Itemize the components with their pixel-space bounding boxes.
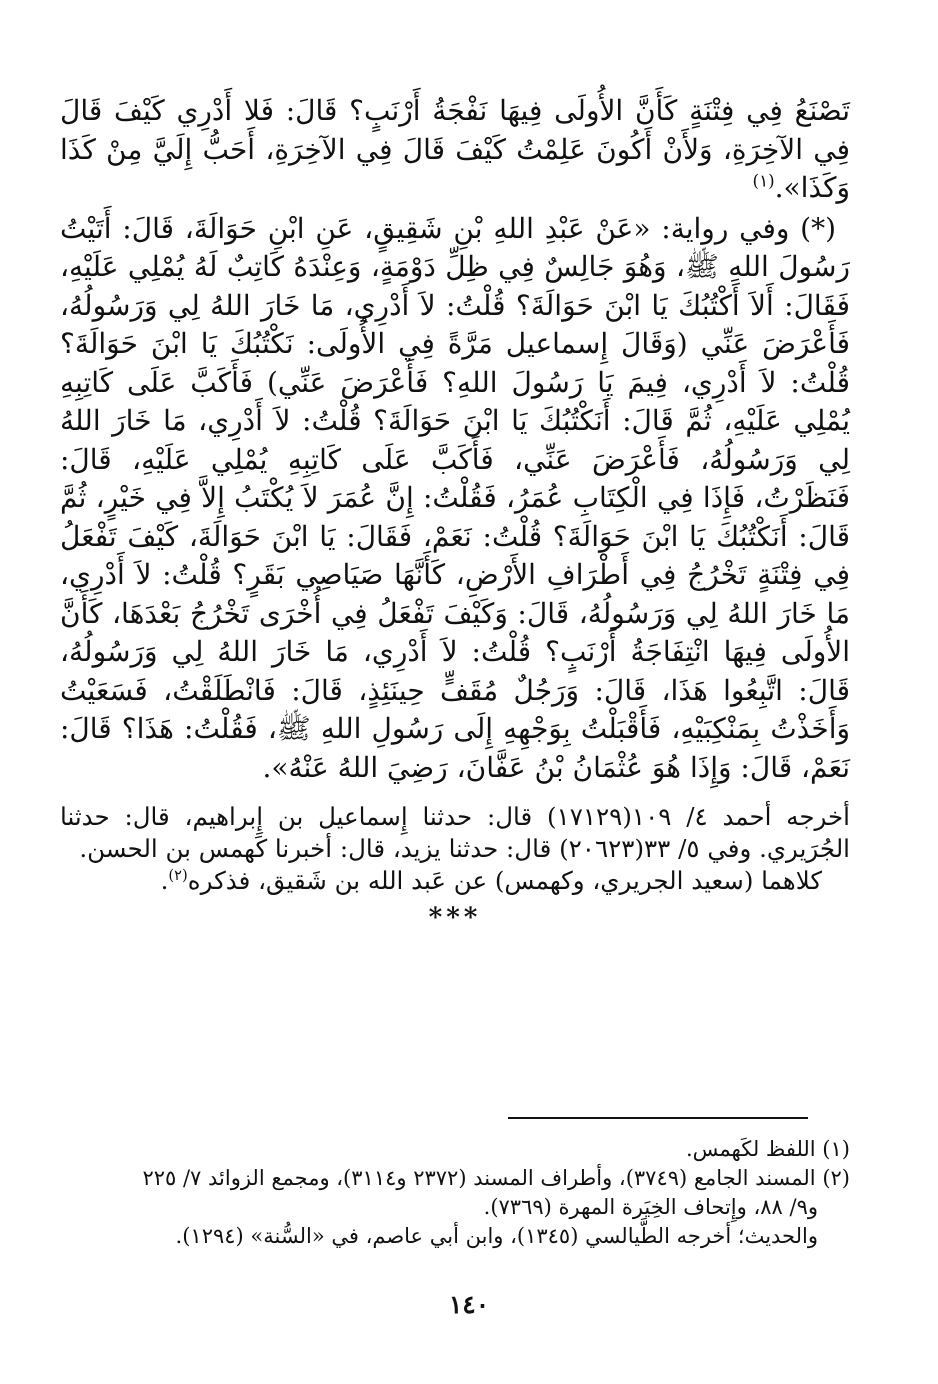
section-separator: *** bbox=[428, 903, 482, 933]
source-line-2-text: كلاهما (سعيد الجريري، وكهمس) عن عَبد الله بن شَقيق، فذكره bbox=[187, 866, 822, 895]
footnote-1: (١) اللفظ لكَهمس. bbox=[685, 1137, 850, 1161]
source-line-2 bbox=[60, 865, 850, 897]
footnotes bbox=[65, 1135, 850, 1251]
continuation-paragraph bbox=[60, 92, 850, 208]
footnote-marker-2: (٢) bbox=[168, 866, 188, 884]
footnote-marker-1: (١) bbox=[752, 170, 775, 191]
narration-paragraph: (*) وفي رواية: «عَنْ عَبْدِ اللهِ بْنِ شَقِيقٍ، عَنِ ابْنِ حَوَالَةَ، قَالَ: أَتَيْتُ رَسُولَ اللهِ ﷺ، وَهُوَ جَالِسٌ فِي ظِلِّ دَوْمَةٍ، وَعِنْدَهُ كَاتِبٌ لَهُ يُمْلِي عَلَيْهِ، فَقَالَ: أَلاَ أَكْتُبُكَ يَا ابْنَ حَوَالَةَ؟ قُلْتُ: لاَ أَدْرِي، مَا خَارَ اللهُ لِي وَرَسُولُهُ، فَأَعْرَضَ عَنِّي (وَقَالَ إِسماعيل مَرَّةً فِي الأُولَى: نَكْتُبُكَ يَا ابْنَ حَوَالَةَ؟ قُلْتُ: لاَ أَدْرِي، فِيمَ يَا رَسُولَ اللهِ؟ فَأَعْرَضَ عَنِّي) فَأَكَبَّ عَلَى كَاتِبِهِ يُمْلِي عَلَيْهِ، ثُمَّ قَالَ: أَنَكْتُبُكَ يَا ابْنَ حَوَالَةَ؟ قُلْتُ: لاَ أَدْرِي، مَا خَارَ اللهُ لِي وَرَسُولُهُ، فَأَعْرَضَ عَنِّي، فَأَكَبَّ عَلَى كَاتِبِهِ يُمْلِي عَلَيْهِ، قَالَ: فَنَظَرْتُ، فَإِذَا فِي الْكِتَابِ عُمَرُ، فَقُلْتُ: إِنَّ عُمَرَ لاَ يُكْتَبُ إِلاَّ فِي خَيْرٍ، ثُمَّ قَالَ: أَنَكْتُبُكَ يَا ابْنَ حَوَالَةَ؟ قُلْتُ: نَعَمْ، فَقَالَ: يَا ابْنَ حَوَالَةَ، كَيْفَ تَفْعَلُ فِي فِتْنَةٍ تَخْرُجُ فِي أَطْرَافِ الأَرْضِ، كَأَنَّهَا صَيَاصِي بَقَرٍ؟ قُلْتُ: لاَ أَدْرِي، مَا خَارَ اللهُ لِي وَرَسُولُهُ، قَالَ: وَكَيْفَ تَفْعَلُ فِي أُخْرَى تَخْرُجُ بَعْدَهَا، كَأَنَّ الأُولَى فِيهَا انْتِفَاجَةُ أَرْنَبٍ؟ قُلْتُ: لاَ أَدْرِي، مَا خَارَ اللهُ لِي وَرَسُولُهُ، قَالَ: اتَّبِعُوا هَذَا، قَالَ: وَرَجُلٌ مُقَفٍّ حِينَئِذٍ، قَالَ: فَانْطَلَقْتُ، فَسَعَيْتُ وَأَخَذْتُ بِمَنْكِبَيْهِ، فَأَقْبَلْتُ بِوَجْهِهِ إِلَى رَسُولِ اللهِ ﷺ، فَقُلْتُ: هَذَا؟ قَالَ: نَعَمْ، قَالَ: وَإِذَا هُوَ عُثْمَانُ بْنُ عَفَّانَ، رَضِيَ اللهُ عَنْهُ». bbox=[60, 211, 851, 784]
footnote-2-continuation: و٩/ ٨٨، وإِتحاف الخِيَرة المهرة (٧٣٦٩). bbox=[483, 1195, 818, 1219]
page-body bbox=[60, 92, 850, 933]
hadith-text bbox=[60, 92, 850, 787]
footnote-3: والحديث؛ أخرجه الطَّيالسي (١٣٤٥)، وابن أبي عاصم، في «السُّنة» (١٢٩٤). bbox=[175, 1224, 818, 1248]
footnote-divider bbox=[508, 1117, 808, 1119]
source-line-1: أخرجه أحمد ٤/ ١٠٩(١٧١٢٩) قال: حدثنا إِسماعيل بن إِبراهيم، قال: حدثنا الجُرَيري. وفي ٥/ ٣٣(٢٠٦٢٣) قال: حدثنا يزيد، قال: أخبرنا كَهمس بن الحسن. bbox=[60, 802, 850, 863]
continuation-text: تَصْنَعُ فِي فِتْنَةٍ كَأَنَّ الأُولَى فِيهَا نَفْجَةُ أَرْنَبٍ؟ قَالَ: فَلا أَدْرِي كَيْفَ قَالَ فِي الآخِرَةِ، وَلأَنْ أَكُونَ عَلِمْتُ كَيْفَ قَالَ فِي الآخِرَةِ، أَحَبُّ إِلَيَّ مِنْ كَذَا وَكَذَا». bbox=[60, 94, 850, 204]
source-line-2-end: . bbox=[160, 866, 169, 895]
footnote-2: (٢) المسند الجامع (٣٧٤٩)، وأطراف المسند (٢٣٧٢ و٣١١٤)، ومجمع الزوائد ٧/ ٢٢٥ bbox=[142, 1166, 850, 1190]
page-number: ١٤٠ bbox=[448, 1290, 490, 1319]
source-citation bbox=[60, 801, 850, 897]
